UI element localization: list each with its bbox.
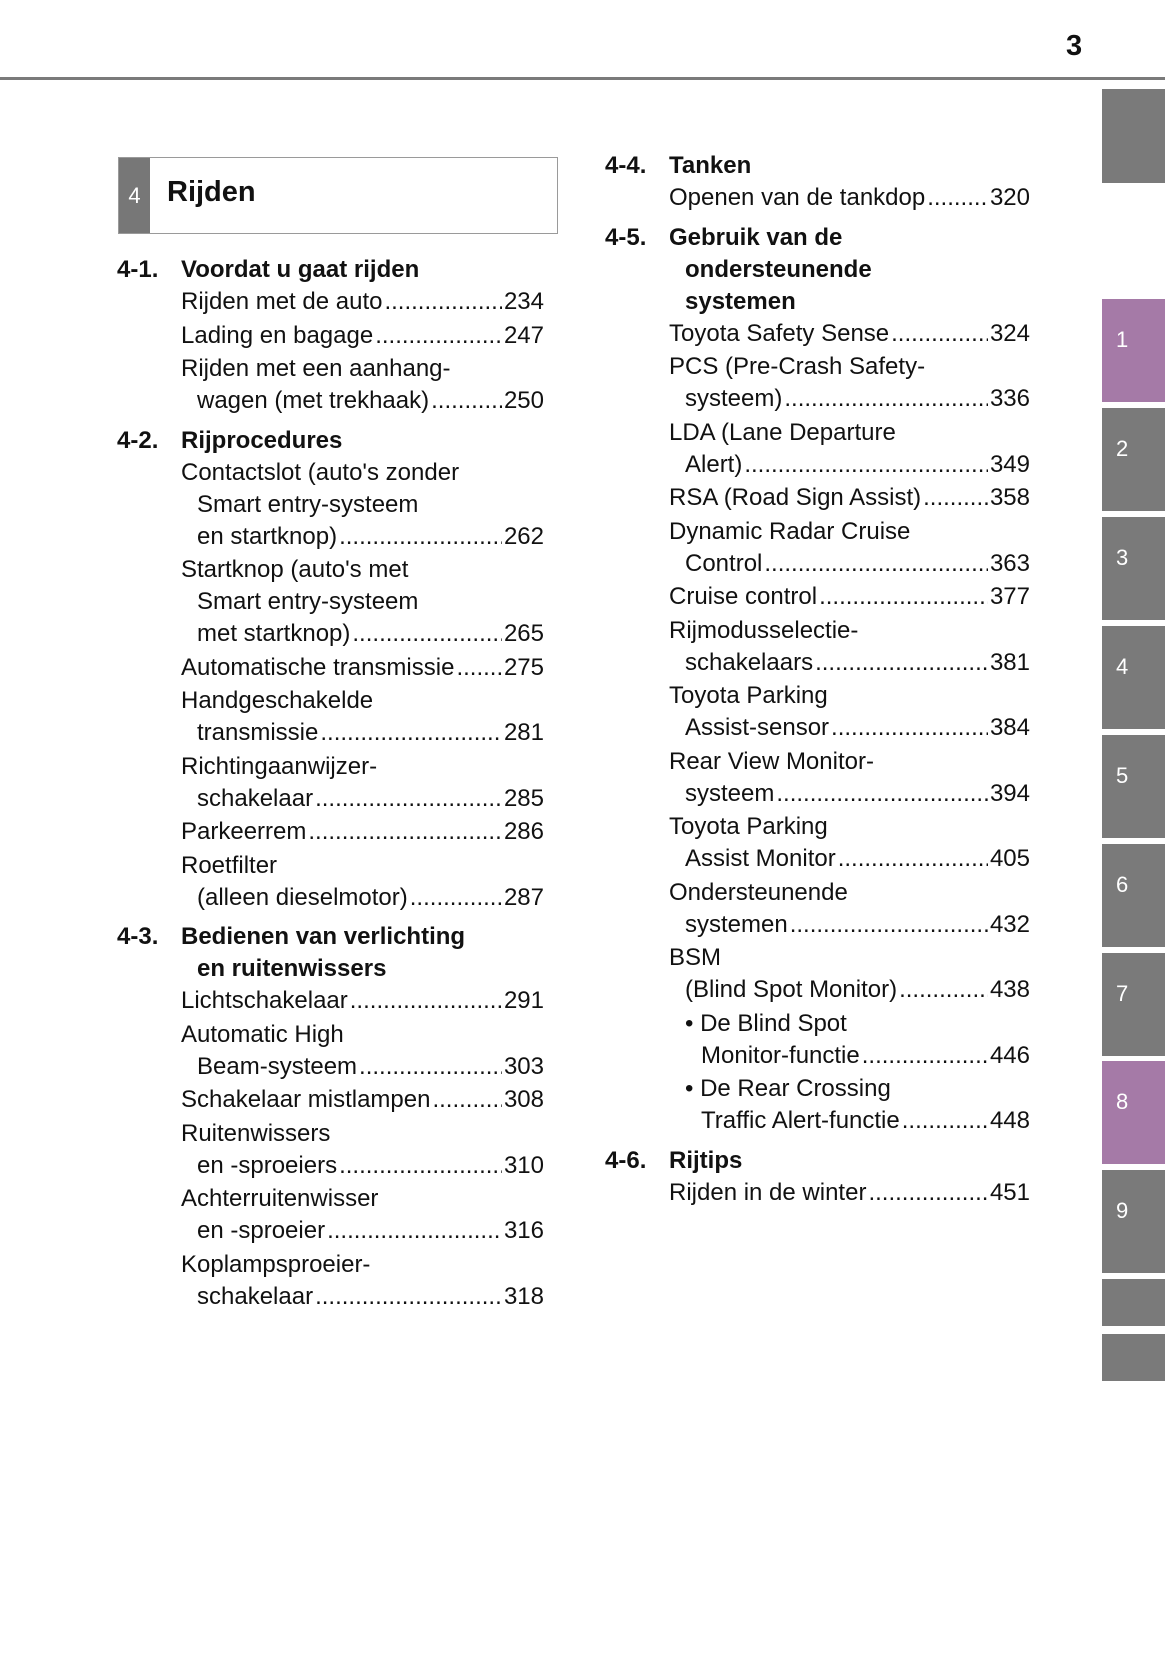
page-ref[interactable]: 394: [989, 779, 1030, 807]
section-number: 4-1.: [117, 256, 159, 283]
section-title: [669, 150, 1030, 182]
section-title-line: systemen: [685, 287, 796, 315]
dot-leader: [831, 712, 988, 744]
entry-title: (alleen dieselmotor): [197, 883, 408, 911]
entry-title: Traffic Alert-functie: [701, 1107, 900, 1134]
dot-leader: [339, 521, 502, 553]
chapter-tab-label: 3: [1116, 545, 1129, 570]
chapter-tab-label: 9: [1116, 1198, 1129, 1223]
section-title-line: Bedienen van verlichting: [181, 923, 466, 950]
entry-text-line: Richtingaanwijzer-: [181, 752, 378, 780]
page-ref[interactable]: 303: [503, 1052, 544, 1080]
entry-text-line: Achterruitenwisser: [181, 1185, 379, 1212]
entry-title: Assist-sensor: [685, 714, 830, 741]
toc-entry[interactable]: [669, 516, 1030, 580]
entry-last-line: [181, 286, 544, 318]
entry-title: Alert): [685, 450, 743, 478]
toc-entry[interactable]: [181, 457, 544, 553]
toc-entry[interactable]: [181, 353, 544, 417]
entry-text-line: Toyota Parking: [669, 813, 828, 840]
entry-text-line: Contactslot (auto's zonder: [181, 458, 460, 486]
page-ref[interactable]: 446: [989, 1041, 1030, 1069]
dot-leader: [327, 1215, 502, 1247]
page-ref[interactable]: 265: [503, 620, 544, 647]
header-rule: [0, 77, 1165, 80]
entry-title: Rijden in de winter: [669, 1178, 867, 1206]
chapter-tab-8[interactable]: [1102, 1061, 1165, 1164]
toc-entry[interactable]: [669, 1177, 1030, 1209]
dot-leader: [352, 618, 502, 650]
dot-leader: [902, 1105, 988, 1137]
page-ref[interactable]: 285: [503, 784, 544, 812]
entry-title: Schakelaar mistlampen: [181, 1086, 431, 1113]
page-ref[interactable]: 384: [989, 714, 1030, 741]
toc-entry[interactable]: [181, 652, 544, 684]
section-number: 4-6.: [605, 1146, 647, 1174]
section-number: 4-2.: [117, 426, 159, 454]
toc-entry[interactable]: [181, 685, 544, 749]
entry-last-line: [669, 1105, 1030, 1137]
dot-leader: [868, 1177, 988, 1209]
chapter-heading-box: [118, 157, 558, 234]
entry-text-line: Ruitenwissers: [181, 1119, 331, 1147]
toc-entry[interactable]: [181, 286, 544, 318]
chapter-tab-6[interactable]: [1102, 844, 1165, 947]
dot-leader: [339, 1150, 502, 1182]
dot-leader: [456, 652, 502, 684]
entry-last-line: [669, 712, 1030, 744]
entry-title: systeem: [685, 779, 775, 807]
entry-last-line: [669, 909, 1030, 941]
entry-text-line: • De Rear Crossing: [685, 1075, 891, 1102]
page-ref[interactable]: 448: [989, 1107, 1030, 1134]
toc-entry[interactable]: [669, 318, 1030, 350]
section-title: [181, 425, 544, 457]
toc-entry[interactable]: [669, 811, 1030, 875]
toc-entry[interactable]: [669, 581, 1030, 613]
toc-entry[interactable]: [181, 1084, 544, 1116]
page-ref[interactable]: 363: [989, 549, 1030, 577]
entry-last-line: [181, 1281, 544, 1313]
dot-leader: [384, 286, 501, 318]
entry-title: schakelaar: [197, 1282, 314, 1310]
dot-leader: [359, 1051, 502, 1083]
entry-text-line: • De Blind Spot: [685, 1009, 847, 1037]
entry-text-line: Toyota Parking: [669, 682, 828, 709]
toc-entry[interactable]: [181, 751, 544, 815]
section-heading: [605, 1145, 1030, 1177]
page-ref[interactable]: 275: [503, 653, 544, 681]
page-ref[interactable]: 286: [503, 818, 544, 845]
entry-text-line: Ondersteunende: [669, 878, 848, 906]
dot-leader: [899, 974, 988, 1006]
section-heading: [117, 425, 544, 457]
chapter-tab-label: 4: [1116, 654, 1129, 679]
entry-last-line: [181, 882, 544, 914]
dot-leader: [375, 320, 502, 352]
toc-entry[interactable]: [669, 615, 1030, 679]
entry-last-line: [181, 985, 544, 1017]
entry-text-line: Rijmodusselectie-: [669, 616, 859, 644]
toc-entry[interactable]: [181, 554, 544, 650]
page-ref[interactable]: 320: [989, 184, 1030, 211]
page-ref[interactable]: 316: [503, 1217, 544, 1244]
chapter-title: Rijden: [167, 176, 256, 208]
entry-title: RSA (Road Sign Assist): [669, 484, 922, 511]
entry-title: schakelaars: [685, 648, 814, 676]
toc-sub-entry[interactable]: [669, 1073, 1030, 1137]
page-ref[interactable]: 318: [503, 1282, 544, 1310]
chapter-tab-blank[interactable]: [1102, 1334, 1165, 1381]
page-ref[interactable]: 349: [989, 450, 1030, 478]
chapter-tab-label: 7: [1116, 981, 1129, 1006]
dot-leader: [744, 449, 988, 481]
dot-leader: [308, 816, 502, 848]
entry-title: Beam-systeem: [197, 1052, 358, 1080]
dot-leader: [432, 1084, 502, 1116]
entry-last-line: [181, 1215, 544, 1247]
entry-last-line: [669, 843, 1030, 875]
page-ref[interactable]: 324: [989, 319, 1030, 347]
entry-text-line: Rijden met een aanhang-: [181, 355, 451, 382]
toc-entry[interactable]: [669, 942, 1030, 1006]
section-title-line: Rijtips: [669, 1146, 743, 1174]
dot-leader: [862, 1040, 988, 1072]
entry-title: Toyota Safety Sense: [669, 319, 890, 347]
entry-title: Cruise control: [669, 583, 818, 610]
toc-entry[interactable]: [669, 182, 1030, 214]
chapter-tab-5[interactable]: [1102, 735, 1165, 838]
entry-last-line: [181, 1084, 544, 1116]
entry-text-line: Handgeschakelde: [181, 687, 374, 714]
entry-last-line: [669, 778, 1030, 810]
dot-leader: [923, 482, 988, 514]
entry-title: Lading en bagage: [181, 321, 374, 349]
toc-entry[interactable]: [669, 351, 1030, 415]
chapter-tab-blank[interactable]: [1102, 1279, 1165, 1326]
entry-last-line: [669, 318, 1030, 350]
page-ref[interactable]: 250: [503, 387, 544, 414]
section-heading: [117, 921, 544, 985]
entry-title: Automatische transmissie: [181, 653, 455, 681]
toc-entry[interactable]: [669, 680, 1030, 744]
toc-entry[interactable]: [181, 816, 544, 848]
section-title: [669, 222, 1030, 318]
page-number: 3: [1066, 30, 1083, 62]
entry-title: schakelaar: [197, 784, 314, 812]
entry-text-line: Dynamic Radar Cruise: [669, 517, 911, 545]
section-title-line: en ruitenwissers: [197, 955, 387, 982]
dot-leader: [927, 182, 988, 214]
dot-leader: [315, 1281, 502, 1313]
dot-leader: [431, 385, 502, 417]
page-ref[interactable]: 438: [989, 976, 1030, 1003]
entry-text-line: PCS (Pre-Crash Safety-: [669, 353, 926, 380]
section-title-line: ondersteunende: [685, 255, 872, 283]
dot-leader: [790, 909, 988, 941]
toc-entry[interactable]: [181, 320, 544, 352]
entry-title: systeem): [685, 385, 783, 412]
entry-title: systemen: [685, 910, 788, 938]
dot-leader: [891, 318, 988, 350]
entry-last-line: [669, 449, 1030, 481]
page-ref[interactable]: 358: [989, 484, 1030, 511]
entry-last-line: [669, 383, 1030, 415]
toc-entry[interactable]: [181, 1183, 544, 1247]
entry-text-line: Rear View Monitor-: [669, 747, 874, 775]
entry-title: wagen (met trekhaak): [197, 387, 430, 414]
entry-last-line: [181, 717, 544, 749]
entry-last-line: [669, 482, 1030, 514]
entry-last-line: [181, 320, 544, 352]
section-title-line: Rijprocedures: [181, 426, 343, 454]
entry-last-line: [181, 521, 544, 553]
section-title-line: Voordat u gaat rijden: [181, 256, 420, 283]
entry-text-line: Smart entry-systeem: [197, 490, 419, 518]
page-ref[interactable]: 281: [503, 719, 544, 746]
chapter-tab-2[interactable]: [1102, 408, 1165, 511]
entry-title: Lichtschakelaar: [181, 987, 348, 1014]
section-title: [181, 254, 544, 286]
section-heading: [605, 222, 1030, 318]
entry-last-line: [669, 1040, 1030, 1072]
toc-entry[interactable]: [181, 850, 544, 914]
entry-last-line: [181, 783, 544, 815]
dot-leader: [819, 581, 988, 613]
toc-entry[interactable]: [181, 1118, 544, 1182]
entry-title: Parkeerrem: [181, 818, 307, 845]
section-title-line: Gebruik van de: [669, 223, 843, 251]
toc-entry[interactable]: [669, 417, 1030, 481]
chapter-tab-label: 6: [1116, 872, 1129, 897]
entry-last-line: [181, 618, 544, 650]
section-number: 4-5.: [605, 223, 647, 251]
dot-leader: [815, 647, 988, 679]
page-ref[interactable]: 377: [989, 583, 1030, 610]
page-ref[interactable]: 234: [503, 288, 544, 315]
dot-leader: [784, 383, 988, 415]
entry-last-line: [181, 385, 544, 417]
page-ref[interactable]: 287: [503, 883, 544, 911]
page-ref[interactable]: 432: [989, 910, 1030, 938]
entry-last-line: [181, 816, 544, 848]
entry-text-line: Smart entry-systeem: [197, 588, 419, 615]
entry-text-line: LDA (Lane Departure: [669, 418, 896, 446]
entry-text-line: Startknop (auto's met: [181, 556, 409, 583]
toc-entry[interactable]: [669, 482, 1030, 514]
toc-entry[interactable]: [181, 985, 544, 1017]
chapter-tab-label: 8: [1116, 1089, 1129, 1114]
dot-leader: [776, 778, 988, 810]
entry-last-line: [669, 974, 1030, 1006]
toc-entry[interactable]: [181, 1019, 544, 1083]
entry-last-line: [669, 1177, 1030, 1209]
entry-title: met startknop): [197, 620, 351, 647]
entry-title: Monitor-functie: [701, 1041, 860, 1069]
page-ref[interactable]: 451: [989, 1178, 1030, 1206]
section-title-line: Tanken: [669, 152, 752, 179]
section-title: [669, 1145, 1030, 1177]
section-number: 4-4.: [605, 152, 647, 179]
entry-title: en -sproeiers: [197, 1151, 338, 1179]
page-ref[interactable]: 310: [503, 1151, 544, 1179]
entry-last-line: [669, 647, 1030, 679]
chapter-tab-label: 5: [1116, 763, 1129, 788]
dot-leader: [410, 882, 502, 914]
chapter-number: 4: [119, 158, 150, 233]
toc-entry[interactable]: [181, 1249, 544, 1313]
toc-entry[interactable]: [669, 877, 1030, 941]
dot-leader: [838, 843, 988, 875]
page-ref[interactable]: 308: [503, 1086, 544, 1113]
page-ref[interactable]: 291: [503, 987, 544, 1014]
entry-text-line: Koplampsproeier-: [181, 1250, 371, 1278]
dot-leader: [764, 548, 988, 580]
chapter-tab-label: 2: [1116, 436, 1129, 461]
entry-text-line: Roetfilter: [181, 851, 278, 879]
entry-title: en -sproeier: [197, 1217, 326, 1244]
dot-leader: [320, 717, 502, 749]
entry-title: Rijden met de auto: [181, 288, 383, 315]
dot-leader: [315, 783, 502, 815]
page-ref[interactable]: 336: [989, 385, 1030, 412]
toc-entry[interactable]: [669, 746, 1030, 810]
chapter-tab-blank[interactable]: [1102, 89, 1165, 183]
entry-last-line: [669, 581, 1030, 613]
section-number: 4-3.: [117, 923, 159, 950]
section-heading: [605, 150, 1030, 182]
page-ref[interactable]: 381: [989, 648, 1030, 676]
toc-sub-entry[interactable]: [669, 1008, 1030, 1072]
entry-last-line: [669, 548, 1030, 580]
chapter-tab-label: 1: [1116, 327, 1129, 352]
chapter-tab-7[interactable]: [1102, 953, 1165, 1056]
page-ref[interactable]: 247: [503, 321, 544, 349]
chapter-tab-3[interactable]: [1102, 517, 1165, 620]
page-ref[interactable]: 405: [989, 845, 1030, 872]
entry-title: Control: [685, 549, 763, 577]
page-ref[interactable]: 262: [503, 522, 544, 550]
chapter-tab-1[interactable]: [1102, 299, 1165, 402]
section-heading: [117, 254, 544, 286]
entry-last-line: [669, 182, 1030, 214]
entry-last-line: [181, 652, 544, 684]
entry-text-line: BSM: [669, 944, 722, 971]
entry-title: transmissie: [197, 719, 319, 746]
section-title: [181, 921, 544, 985]
entry-title: (Blind Spot Monitor): [685, 976, 898, 1003]
chapter-tab-4[interactable]: [1102, 626, 1165, 729]
entry-last-line: [181, 1150, 544, 1182]
entry-title: en startknop): [197, 522, 338, 550]
dot-leader: [350, 985, 502, 1017]
entry-title: Assist Monitor: [685, 845, 836, 872]
entry-title: Openen van de tankdop: [669, 184, 926, 211]
entry-last-line: [181, 1051, 544, 1083]
chapter-tab-9[interactable]: [1102, 1170, 1165, 1273]
entry-text-line: Automatic High: [181, 1020, 344, 1048]
